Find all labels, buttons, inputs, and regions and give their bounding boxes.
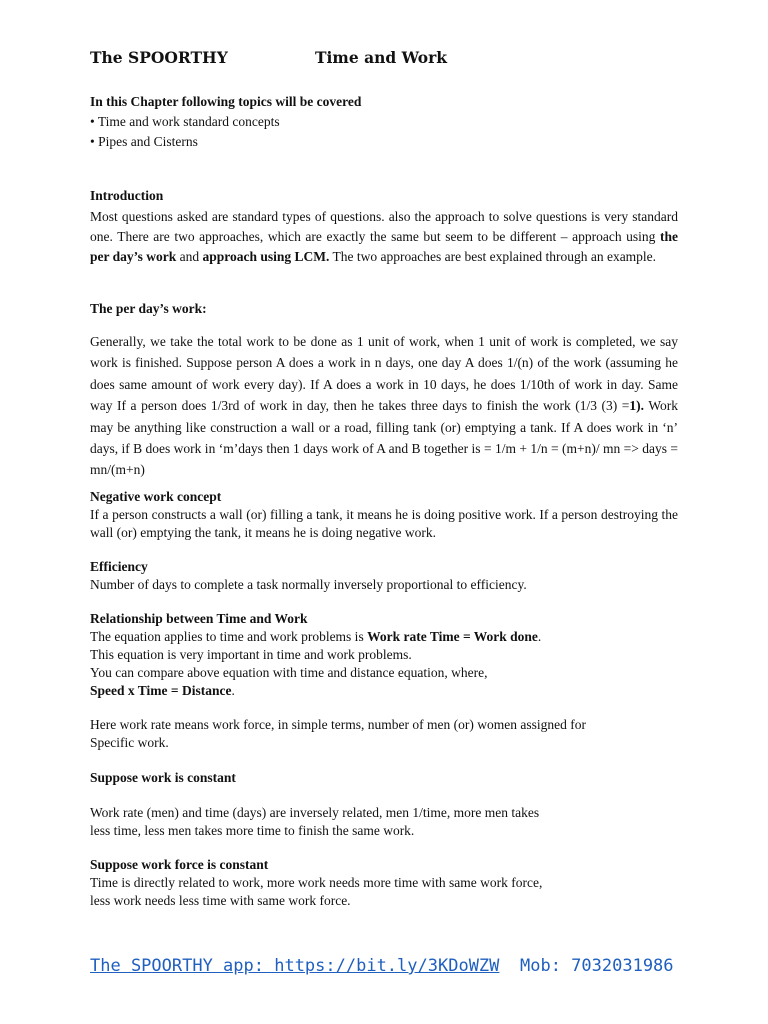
intro-bold-term: approach using LCM. [202, 249, 330, 264]
relationship-text: . [537, 629, 542, 644]
work-rate-equation: Work rate Time = Work done [367, 629, 538, 644]
work-rate-section [90, 716, 678, 752]
constant-work-line: less time, less men takes more time to finish the same work. [90, 823, 415, 838]
work-rate-line: Here work rate means work force, in simple terms, number of men (or) women assigned for [90, 717, 586, 732]
per-day-text: Work may be anything like construction a wall or a road, filling tank (or) emptying a tank. If A does work in ‘n’ days, if B does work in ‘m’days then 1 days work of A and B together is = 1/m + 1/n = (m+n)/ mn => days = mn/(m+n) [90, 398, 678, 478]
constant-force-section [90, 856, 678, 910]
constant-force-line: Time is directly related to work, more work needs more time with same work force, [90, 875, 543, 890]
work-rate-line: Specific work. [90, 735, 169, 750]
brand-title: The SPOORTHY [90, 48, 228, 67]
mobile-number: Mob: 7032031986 [520, 956, 674, 976]
chapter-title: Time and Work [315, 48, 448, 67]
relationship-section [90, 610, 678, 700]
constant-force-line: less work needs less time with same work force. [90, 893, 351, 908]
efficiency-heading: Efficiency [90, 559, 148, 574]
speed-equation: Speed x Time = Distance [90, 683, 232, 698]
intro-text: and [176, 249, 203, 264]
per-day-work-paragraph [90, 331, 678, 481]
negative-work-heading: Negative work concept [90, 489, 222, 504]
introduction-section [90, 187, 678, 267]
introduction-paragraph [90, 207, 678, 267]
intro-text: Most questions asked are standard types of questions. also the approach to solve questions is very standard one. There are two approaches, which are exactly the same but seem to be different – approach using [90, 209, 678, 244]
app-link[interactable]: The SPOORTHY app: https://bit.ly/3KDoWZW [90, 956, 500, 976]
relationship-line [90, 682, 678, 700]
relationship-heading: Relationship between Time and Work [90, 611, 308, 626]
efficiency-section [90, 558, 678, 594]
relationship-text: The equation applies to time and work problems is [90, 629, 368, 644]
relationship-text: . [231, 683, 235, 698]
per-day-work-heading-block [90, 300, 678, 318]
per-day-work-heading: The per day’s work: [90, 301, 207, 316]
topics-heading: In this Chapter following topics will be covered [90, 94, 362, 109]
negative-work-section [90, 488, 678, 542]
topics-section [90, 93, 678, 151]
relationship-line [90, 628, 678, 646]
efficiency-paragraph: Number of days to complete a task normally inversely proportional to efficiency. [90, 577, 527, 592]
intro-text: The two approaches are best explained through an example. [329, 249, 657, 264]
constant-work-heading: Suppose work is constant [90, 770, 236, 785]
constant-work-section [90, 804, 678, 840]
constant-work-heading-block [90, 769, 678, 787]
relationship-line: You can compare above equation with time and distance equation, where, [90, 665, 488, 680]
per-day-bold: 1). [629, 398, 645, 414]
constant-work-line: Work rate (men) and time (days) are inversely related, men 1/time, more men takes [90, 805, 540, 820]
relationship-line: This equation is very important in time and work problems. [90, 647, 412, 662]
topic-item: • Time and work standard concepts [90, 114, 280, 129]
per-day-work-section [90, 331, 678, 481]
per-day-text: Generally, we take the total work to be done as 1 unit of work, when 1 unit of work is completed, we say work is finished. Suppose person A does a work in n days, one day A does 1/(n) of the work (assuming he does same amount of work every day). If A does a work in 10 days, he does 1/10th of work in day. Same way If a person does 1/3rd of work in day, then he takes three days to finish the work (1/3 (3) = [90, 334, 678, 414]
page-footer [90, 956, 690, 976]
constant-force-heading: Suppose work force is constant [90, 857, 269, 872]
negative-work-paragraph: If a person constructs a wall (or) filling a tank, it means he is doing positive work. If a person destroying the wall (or) emptying the tank, it means he is doing negative work. [90, 507, 678, 540]
intro-bold-term: the per day’s work [90, 229, 678, 264]
introduction-heading: Introduction [90, 188, 164, 203]
topic-item: • Pipes and Cisterns [90, 134, 198, 149]
